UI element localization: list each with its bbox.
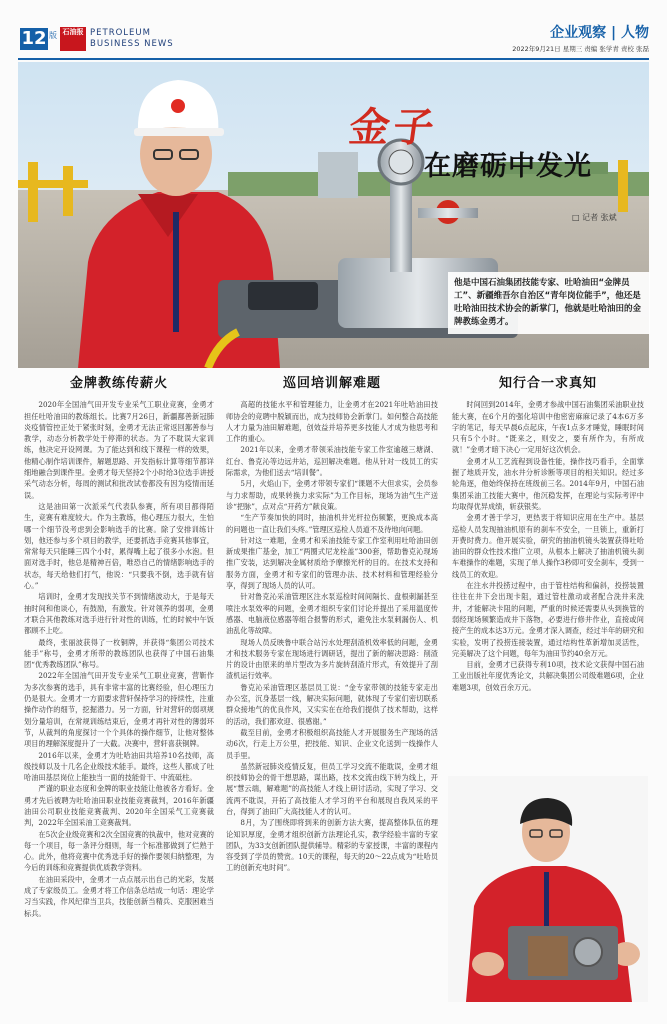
article-column-3 <box>452 378 644 693</box>
paragraph: “生产节奏加快的同时，抽油机井光杆拉伤频繁，更换成本高的问题也一直让我们头疼。”管理区巡检人员道不及待地向问题。 <box>226 513 438 534</box>
page-number: 12 <box>21 28 47 49</box>
paragraph: 5月，火焰山下，金勇才带领专家们“课题不大但求实，会员参与力求帮助，成果转换力求实际”为工作目标，现场为油气生产送诊“把脉”，点对点“开药方”献良策。 <box>226 479 438 511</box>
paragraph: 2020年全国油气田开发专业采气工职业竞赛，金勇才担任吐哈油田的教练组长。比赛7月26日，新疆鄯善新冠肺炎疫情管控正处于紧张时刻，金勇才无法正常返回鄯善参与教学，动态分析教学处于停滞的状态。为了不耽误大家训练，他决定开设网课。为了能达到和线下课程一样的效果，他精心制作培训课件，解题思路、开发指标计算等细节都详细地融合到课件里。金勇才每天坚持2个小时给3位选手讲授采气动态分析，每周的测试和批改试卷都没有因为疫情而延误。 <box>24 400 214 500</box>
paragraph: 虽然新冠肺炎疫情反复，但员工学习交流不能耽误，金勇才组织技师协会的骨干想思路，谋出路，技术交流由线下转为线上，开展“慧云端，解难题”的高技能人才线上研讨活动，实现了学习、交流两不耽误，开拓了高技能人才学习的平台和展现自我风采的平台，得到了油田广大高技能人才的认可。 <box>226 761 438 816</box>
feature-title: 在磨砺中发光 <box>424 151 592 182</box>
paragraph: 金勇才从工艺流程到设备性能，操作技巧看手，全面掌握了地质开发，油水井分析诊断等项目的相关知识。经过多轮角逐，他始终保持在班级前三名。2014年9月，中国石油集团采油工技能大赛中，他沉稳发挥，在理论与实际考评中均取得优异成绩，斩获银奖。 <box>452 456 644 511</box>
paragraph: 鲁克沁采油管理区基层员工说：“金专家带领的技能专家走出办公室，沉身基层一线，解决实际问题，就体现了专家们密切联系群众接地气的优良作风，又实实在在给我们提供了技术帮助，这样的活动，我们都欢迎、很感谢。” <box>226 682 438 726</box>
header-rule <box>18 58 649 60</box>
feature-title-highlight: 金子 <box>346 104 441 151</box>
photo-caption: 他是中国石油集团技能专家、吐哈油田“金牌员工”、新疆维吾尔自治区“青年岗位能手”，他还是吐哈油田技术协会的新掌门，他就是吐哈油田的金牌教练金勇才。 <box>448 272 650 334</box>
column-heading: 金牌教练传薪火 <box>69 376 168 391</box>
paragraph: 最终，张丽波获得了一枚铜牌，并获得“集团公司技术能手”称号，金勇才所带的教练团队也获得了中国石油集团“优秀教练团队”称号。 <box>24 637 214 670</box>
publication-name-line2: BUSINESS NEWS <box>90 39 174 49</box>
paragraph: 培训时，金勇才发现找关节不到情绪波动大，于是每天抽时间和他谈心，有鼓励，有激发。针对领养的弱项，金勇才联合其他教练对选手进行针对性的训练，忙的时候中午饭都顾不上吃。 <box>24 592 214 636</box>
page-suffix: 版 <box>49 31 57 40</box>
paragraph: 2022年全国油气田开发专业采气工职业竞赛，营靳作为多次参赛的选手，具有非常丰富的比赛经验，但心理压力仍是很大。金勇才一方面要求营轩保持学习的持续性，注重操作动作的细节，挖掘潜力。另一方面，针对营轩的弱项规划分量培训，在常规训练结束后，金勇才再针对性的薄弱环节，从裁判的角度探讨一个个具体的操作细节，让他对整体项目的理解深度提升了一大截。决赛中，营轩喜获铜牌。 <box>24 671 214 749</box>
byline-text: 记者 张斌 <box>582 213 617 222</box>
paragraph: 在5次企业级竞赛和2次全国竞赛的执裁中，他对竞赛的每一个项目，每一条评分细则，每一个标准都做到了烂熟于心。此外，他将竞赛中优秀选手好的操作要领归纳整理，为今后的训练和竞赛提供优质教学资料。 <box>24 829 214 873</box>
page-header <box>0 0 667 64</box>
paragraph: 针对这一难题，金勇才和采油技能专家工作室利用吐哈油田创新成果推广基金，加工“两圈式尼龙栓盖”300套，帮助鲁克沁现场推广安装，达到解决金属材质给予摩擦光杆的目的。在技术支持和服务方面，金勇才和专家们的管理办法、技术材料和管理经验分享，得到了现场人员的认可。 <box>226 535 438 591</box>
byline-box-icon: □ <box>572 213 583 222</box>
byline <box>572 212 617 223</box>
paragraph: 金勇才善于学习，更热衷于将知识应用在生产中。基层巡检人员发现抽油机原有的刹车不安全，一旦锁上，重新打开费时费力。他开展实验，研究的抽油机镜头装置获得吐哈油田的群众性技术推广立项，从根本上解决了抽油机镜头刹车难操作的难题，实现了单人操作3秒即可安全刹车，受到一线员工的欢迎。 <box>452 513 644 579</box>
paragraph: 目前，金勇才已获得专利10项，技术论文获得中国石油工业出版社年度优秀论文，共解决集团公司级难题6项，企业难题3项，创效百余万元。 <box>452 660 644 692</box>
article-column-1 <box>24 378 214 919</box>
paragraph: 截至目前，金勇才积极组织高技能人才开展服务生产现场的活动6次，行走上万公里，把技能、知识、企业文化送到一线操作人员手里。 <box>226 727 438 760</box>
inset-photo <box>448 776 648 1002</box>
paragraph: 严谨的职业态度和金牌的职业技能让他被各方看好。金勇才先后被聘为吐哈油田职业技能竞赛裁判，2016年新疆油田公司职业技能竞赛裁判、2020年全国采气工竞赛裁判，2022年全国采油工竞赛裁判。 <box>24 784 214 828</box>
paragraph: 现场人员反映鲁中联合站污水处理刮渣机效率低的问题，金勇才和技术服务专家在现场进行调研话，提出了新的解决思路：削渣片的设计由原来的单片型改为多片旋转刮渣片形式，有效提升了刮渣机运行效率。 <box>226 637 438 681</box>
paragraph: 8月，为了围绕即将到来的创新方法大赛，提高整体队伍的理论知识厚度，金勇才组织创新方法理论孔实，教学经验丰富的专家团队，为33支创新团队提供辅导。精彩的专家授课，丰富的课程内容受到了学员的赞赏。10天的课程，每天的20～22点成为“吐哈员工的创新充电时间”。 <box>226 818 438 873</box>
publication-name-line1: PETROLEUM <box>90 28 151 38</box>
paragraph: 在注水井投捞过程中，由于管柱结构和偏斜，投捞装置往往在井下会出现卡阻，通过管柱激动或者配合洗井来洗井，才能解决卡阻的问题，严重的时候还需要从头到换管的弱经现场频繁造成井下落物，必要进行修井作业，直接或间接产生的成本达3万元。金勇才深入调查，经过半年的研究和实验，发明了投捞连接装置，通过结构性革新增加灵活性，完美解决了这个问题，每年为油田节约40余万元。 <box>452 581 644 658</box>
paragraph: 这是油田第一次派采气代表队参赛，所有项目都得陌生，竞赛有难度较大。作为主教练，他心理压力很大，生怕哪一个细节没考虑到会影响选手的比赛。除了安排训练计划，他还参与多个项目的教学，还要抓选手竞赛其他事宜，常常每天只能睡三四个小时，累得嘴上起了很多小水泡。但面对选手时，他总是精神百倍，唯恐自己的情绪影响选手的状态，每天给他们打气，他说：“只要我不倒，选手就有信心。” <box>24 501 214 591</box>
inset-illustration <box>448 776 648 1002</box>
section-title: 企业观察 | 人物 <box>550 25 649 41</box>
paragraph: 2021年以来，金勇才带领采油技能专家工作室逾越三塘湖、红台、鲁克沁等边远井站，巡回解决难题。他从针对一线员工的实际需求，为他们送去“培训餐”。 <box>226 445 438 478</box>
paragraph: 2016年以来，金勇才为吐哈油田共培养10名技师，高级技师以及十几名企业级技术能手。最终，这些人都成了吐哈油田基层岗位上能独当一面的技能骨干、中流砥柱。 <box>24 750 214 783</box>
publication-name <box>90 28 174 50</box>
paragraph: 针对鲁克沁采油管理区注水泵巡检时间间隔长、盘根刺漏甚至喷注水泵效率的问题，金勇才组织专家们讨论并提出了采用温度传感器、电脑液位感器等组合报警的形式，避免注水泵刺漏伤人、机油乱化等故障。 <box>226 592 438 636</box>
paragraph: 时间回到2014年，金勇才参战中国石油集团采油职业技能大赛，在6个月的强化培训中他密密麻麻记录了4本6万多字的笔记，每天早晨6点起床，午夜1点多才睡觉，睡眠时间只有5个小时。“既来之，则安之，要有所作为，有所成就！”金勇才暗下决心一定用好这次机会。 <box>452 400 644 455</box>
column-heading: 知行合一求真知 <box>498 376 597 391</box>
article-column-2 <box>226 378 438 874</box>
newspaper-logo: 石油报 <box>60 27 86 51</box>
column-heading: 巡回培训解难题 <box>282 376 381 391</box>
paragraph: 在油田采段中，金勇才一点点展示出自己的光彩，发展成了专家级员工。金勇才将工作信条总结成一句话：理论学习当实践，作风纪律当卫兵，技能创新当精兵、克服困难当标兵。 <box>24 874 214 918</box>
paragraph: 高超的技能水平和管理能力，让金勇才在2021年吐哈油田技师协会的竞聘中脱颖而出，成为技师协会新掌门。如何整合高技能人才力量为油田解难题，创效益并培养更多技能人才成为他思考和工作的重心。 <box>226 400 438 444</box>
issue-meta: 2022年9月21日 星期三 责编 张学青 责校 张磊 <box>512 45 649 53</box>
